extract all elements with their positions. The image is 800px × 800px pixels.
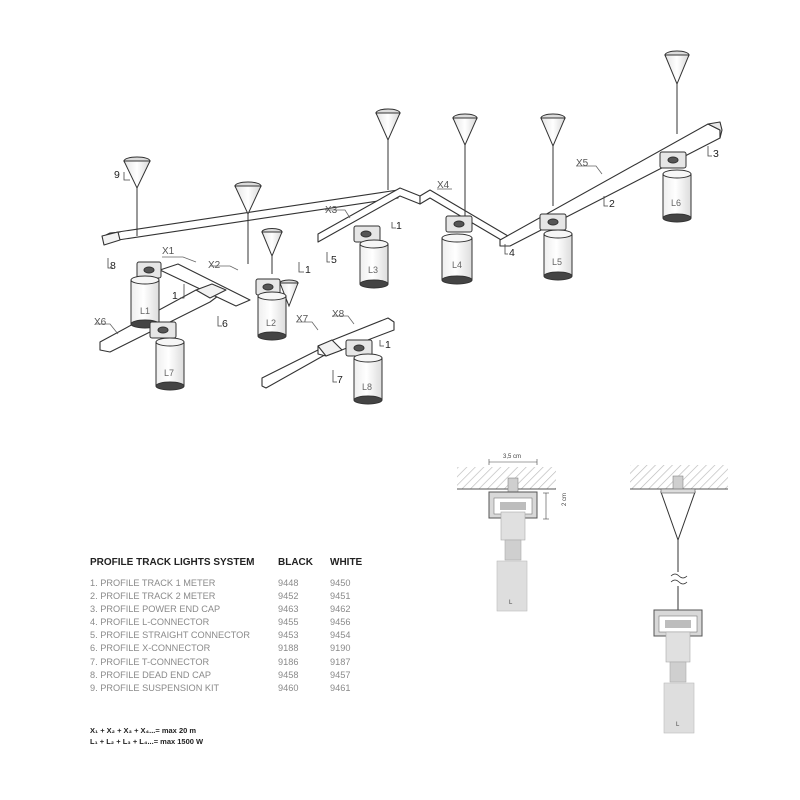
lamp-l8 <box>346 340 382 404</box>
detail-surface-mount <box>457 454 568 611</box>
callout-1a: 1 <box>172 290 178 302</box>
canopy-6 <box>453 114 477 220</box>
callout-1d: 1 <box>385 339 391 351</box>
part-name: 3. PROFILE POWER END CAP <box>90 604 221 615</box>
callout-4: 4 <box>509 247 515 259</box>
lamp-label-l4: L4 <box>452 260 463 270</box>
table-title: PROFILE TRACK LIGHTS SYSTEM <box>90 557 255 568</box>
part-code-black: 9188 <box>278 643 299 654</box>
callout-1c: 1 <box>396 220 402 232</box>
lamp-label-l6: L6 <box>671 198 682 208</box>
part-code-black: 9455 <box>278 617 299 628</box>
lamp-label-l2: L2 <box>266 318 277 328</box>
part-code-black: 9453 <box>278 630 299 641</box>
part-code-white: 9451 <box>330 591 351 602</box>
part-name: 5. PROFILE STRAIGHT CONNECTOR <box>90 630 250 641</box>
detail-suspended <box>630 465 728 733</box>
callout-6: 6 <box>222 318 228 330</box>
track-label-x3: X3 <box>325 205 338 216</box>
part-code-white: 9454 <box>330 630 351 641</box>
part-code-black: 9452 <box>278 591 299 602</box>
lamp-l1 <box>131 262 161 328</box>
detail-lamp-label-right: L <box>676 722 680 728</box>
part-name: 8. PROFILE DEAD END CAP <box>90 669 211 680</box>
table-row <box>90 682 380 695</box>
callout-2: 2 <box>609 198 615 210</box>
canopy-3 <box>262 229 282 275</box>
track-label-x2: X2 <box>208 260 221 271</box>
table-row <box>90 603 380 616</box>
canopy-8 <box>665 51 689 134</box>
canopy-1 <box>124 157 150 236</box>
part-name: 9. PROFILE SUSPENSION KIT <box>90 682 220 693</box>
power-formula: L₁ + L₂ + L₃ + L₄...= max 1500 W <box>90 737 204 746</box>
part-code-black: 9463 <box>278 604 299 615</box>
part-code-white: 9187 <box>330 656 351 667</box>
lamp-l7 <box>150 322 184 390</box>
table-row <box>90 669 380 682</box>
height-dimension: 2 cm <box>562 492 568 506</box>
lamp-l6 <box>660 152 691 222</box>
track-rails <box>100 122 722 388</box>
lamp-label-l8: L8 <box>362 382 373 392</box>
ceiling-hatch-left <box>457 467 556 489</box>
part-code-black: 9448 <box>278 578 299 588</box>
part-code-white: 9461 <box>330 682 351 693</box>
lamp-l5 <box>540 214 572 280</box>
track-label-x7: X7 <box>296 314 309 325</box>
detail-lamp-label-left: L <box>509 600 513 606</box>
part-code-white: 9456 <box>330 617 351 628</box>
canopy-2 <box>235 182 261 264</box>
table-header <box>90 557 380 568</box>
lamp-label-l5: L5 <box>552 257 563 267</box>
table-row <box>90 577 380 590</box>
part-code-black: 9458 <box>278 669 299 680</box>
dead-end-cap-left <box>102 232 120 245</box>
track-label-x6: X6 <box>94 317 107 328</box>
callout-3: 3 <box>713 148 719 160</box>
part-name: 1. PROFILE TRACK 1 METER <box>90 578 216 588</box>
part-code-black: 9460 <box>278 682 299 693</box>
lamp-l3 <box>354 226 388 288</box>
table-row <box>90 629 380 642</box>
part-code-white: 9457 <box>330 669 351 680</box>
track-label-x1: X1 <box>162 246 175 257</box>
part-code-white: 9450 <box>330 578 351 588</box>
lamp-l4 <box>442 216 472 284</box>
track-label-x8: X8 <box>332 309 345 320</box>
table-rows <box>90 577 380 695</box>
lamp-label-l7: L7 <box>164 368 175 378</box>
parts-table <box>90 557 380 695</box>
formulas <box>90 725 203 747</box>
length-formula: X₁ + X₂ + X₃ + X₄...= max 20 m <box>90 726 197 735</box>
part-code-white: 9190 <box>330 643 351 654</box>
callout-8: 8 <box>110 260 116 272</box>
wire-break-symbol <box>671 574 687 578</box>
table-row <box>90 656 380 669</box>
track-label-x5: X5 <box>576 158 589 169</box>
part-name: 2. PROFILE TRACK 2 METER <box>90 591 216 602</box>
table-row <box>90 590 380 603</box>
table-row <box>90 642 380 655</box>
callout-5: 5 <box>331 254 337 266</box>
part-code-white: 9462 <box>330 604 351 615</box>
lamp-label-l3: L3 <box>368 265 379 275</box>
callout-9: 9 <box>114 169 120 181</box>
callout-1b: 1 <box>305 264 311 276</box>
track-label-x4: X4 <box>437 180 450 191</box>
part-name: 7. PROFILE T-CONNECTOR <box>90 656 210 667</box>
width-dimension: 3,5 cm <box>503 454 522 460</box>
canopy-5 <box>376 109 400 190</box>
callout-7: 7 <box>337 374 343 386</box>
part-code-black: 9186 <box>278 656 299 667</box>
part-name: 6. PROFILE X-CONNECTOR <box>90 643 211 654</box>
column-white: WHITE <box>330 557 363 568</box>
part-name: 4. PROFILE L-CONNECTOR <box>90 617 210 628</box>
lamp-label-l1: L1 <box>140 306 151 316</box>
canopy-7 <box>541 114 565 206</box>
column-black: BLACK <box>278 557 313 568</box>
table-row <box>90 616 380 629</box>
